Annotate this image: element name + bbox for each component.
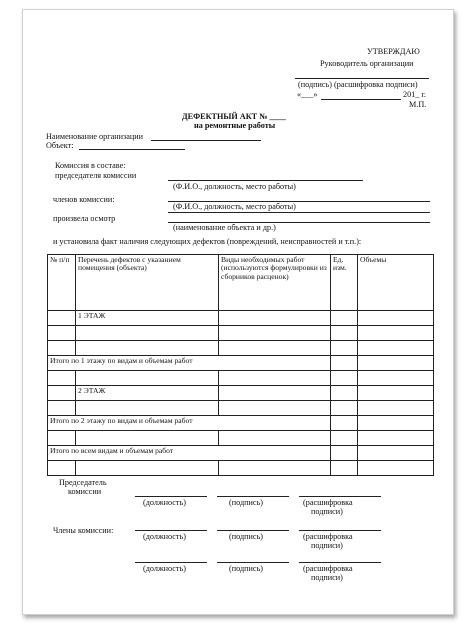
approval-stamp: М.П. <box>409 100 427 109</box>
member2-position-line <box>135 562 207 563</box>
table-row <box>48 401 434 416</box>
header-works: Виды необходимых работ (используются формулировки из сборников расценок) <box>219 255 331 311</box>
chair-position-caption: (должность) <box>143 498 186 507</box>
floor2-label: 2 ЭТАЖ <box>76 386 219 401</box>
member1-position-line <box>135 530 207 531</box>
chair-signature-line <box>217 496 289 497</box>
members-label: членов комиссии: <box>53 195 115 204</box>
act-subtitle: на ремонтные работы <box>194 121 276 130</box>
chair-signature-caption: (подпись) <box>229 498 263 507</box>
table-header-row <box>48 255 434 311</box>
chair-decode-line <box>299 496 381 497</box>
total-floor1-label: Итого по 1 этажу по видам и объемам работ <box>48 356 331 371</box>
inspected-caption: (наименование объекта и др.) <box>173 223 276 232</box>
table-row-total-floor2 <box>48 416 434 431</box>
member2-position-caption: (должность) <box>143 564 186 573</box>
chair-label: председателя комиссии <box>55 171 137 180</box>
member2-signature-line <box>217 562 289 563</box>
member2-decode-caption: (расшифровка <box>303 564 353 573</box>
table-row <box>48 461 434 476</box>
defects-table <box>47 254 434 476</box>
chair-position-line <box>135 496 207 497</box>
table-row-total-all <box>48 446 434 461</box>
sign-members-label: Члены комиссии: <box>53 526 114 535</box>
chair-line <box>168 180 363 181</box>
org-label: Наименование организации <box>46 132 144 141</box>
members-line-2 <box>168 212 430 213</box>
sign-chair-label: Председатель <box>59 478 107 487</box>
member1-signature-line <box>217 530 289 531</box>
table-row-floor2 <box>48 386 434 401</box>
defects-found-text: и установила факт наличия следующих дефектов (повреждений, неисправностей и т.п.): <box>53 237 362 246</box>
members-caption: (Ф.И.О., должность, место работы) <box>173 202 296 211</box>
document-page <box>22 9 454 615</box>
header-unit: Ед. изм. <box>331 255 358 311</box>
member1-decode-caption-2: подписи) <box>311 541 343 550</box>
object-line <box>79 149 185 150</box>
header-number: № п/п <box>48 255 76 311</box>
org-line <box>151 140 261 141</box>
member1-decode-caption: (расшифровка <box>303 532 353 541</box>
table-row <box>48 431 434 446</box>
sign-chair-label-2: комиссии <box>68 487 102 496</box>
member2-decode-line <box>299 562 381 563</box>
chair-caption: (Ф.И.О., должность, место работы) <box>173 182 296 191</box>
table-row-floor1 <box>48 311 434 326</box>
floor1-label: 1 ЭТАЖ <box>76 311 219 326</box>
member1-decode-line <box>299 530 381 531</box>
table-row <box>48 326 434 341</box>
member2-decode-caption-2: подписи) <box>311 573 343 582</box>
commission-intro: Комиссия в составе: <box>55 161 126 170</box>
approval-role: Руководитель организации <box>320 59 414 68</box>
header-volume: Объемы <box>358 255 434 311</box>
approval-date-line <box>321 99 401 100</box>
member1-position-caption: (должность) <box>143 532 186 541</box>
table-row <box>48 341 434 356</box>
table-row-total-floor1 <box>48 356 434 371</box>
table-row <box>48 371 434 386</box>
total-floor2-label: Итого по 2 этажу по видам и объемам работ <box>48 416 331 431</box>
approval-signature-line <box>295 78 429 79</box>
member1-signature-caption: (подпись) <box>229 532 263 541</box>
approval-year: 201_ г. <box>403 90 426 99</box>
member2-signature-caption: (подпись) <box>229 564 263 573</box>
act-title: ДЕФЕКТНЫЙ АКТ № ____ <box>182 112 286 121</box>
approval-sign-caption: (подпись) (расшифровка подписи) <box>298 80 418 89</box>
object-label: Объект: <box>46 141 74 150</box>
chair-decode-caption-2: подписи) <box>311 507 343 516</box>
total-all-label: Итого по всем видам и объемам работ <box>48 446 331 461</box>
approval-title: УТВЕРЖДАЮ <box>367 47 420 56</box>
approval-date-open: «___» <box>297 90 318 99</box>
chair-decode-caption: (расшифровка <box>303 498 353 507</box>
inspected-label: произвела осмотр <box>53 214 116 223</box>
header-defects: Перечень дефектов с указанием помещения (объекта) <box>76 255 219 311</box>
